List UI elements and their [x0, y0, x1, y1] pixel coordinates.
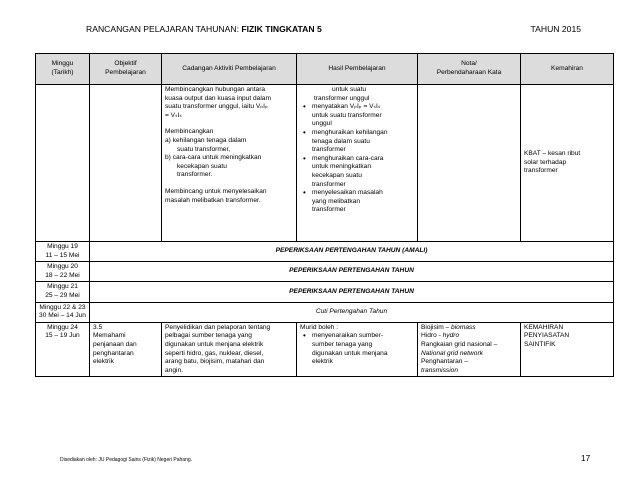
document-title: RANCANGAN PELAJARAN TAHUNAN: FIZIK TINGKATAN 5: [86, 24, 322, 34]
lesson-plan-table: [35, 53, 614, 377]
col-header-minggu: Minggu (Tarikh): [36, 54, 90, 85]
cell-nota: Biojisim – biomass Hidro - hydro Rangkaian grid nasional – National grid network Penghantaran – transmission: [418, 322, 521, 377]
cell-objektif: [90, 85, 162, 242]
col-header-hasil: Hasil Pembelajaran: [297, 54, 418, 85]
col-header-objektif: Objektif Pembelajaran: [90, 54, 162, 85]
table-row: [36, 262, 614, 282]
list-item: • menyenaraikan sumber- sumber tenaga yang digunakan untuk menjana elektrik: [312, 332, 414, 366]
cell-hasil: Murid boleh : • menyenaraikan sumber- sumber tenaga yang digunakan untuk menjana elektrik: [297, 322, 418, 377]
list-item: • menghuraikan cara-cara untuk meningkatkan kecekapan suatu transformer: [312, 155, 414, 189]
table-row: [36, 242, 614, 262]
list-item: • menyatakan VₚIₚ = VₛIₛ untuk suatu transformer unggul: [312, 103, 414, 129]
col-header-nota: Nota/ Perbendaharaan Kata: [418, 54, 521, 85]
col-header-cadangan: Cadangan Aktiviti Pembelajaran: [162, 54, 297, 85]
col-header-kemahiran: Kemahiran: [521, 54, 614, 85]
cell-objektif: 3.5 Memahami penjanaan dan penghantaran elektrik: [90, 322, 162, 377]
cell-cadangan: Penyelidikan dan pelaporan tentang pelbagai sumber tenaga yang digunakan untuk menjana elektrik seperti hidro, gas, nuklear, diesel, arang batu, biojisim, matahari dan angin.: [162, 322, 297, 377]
document-year: TAHUN 2015: [530, 24, 581, 34]
cell-minggu: Minggu 20 18 – 22 Mei: [36, 262, 90, 282]
table-row: [36, 85, 614, 242]
table-row: [36, 322, 614, 377]
exam-label: PEPERIKSAAN PERTENGAHAN TAHUN: [90, 282, 614, 302]
exam-label: PEPERIKSAAN PERTENGAHAN TAHUN: [90, 262, 614, 282]
cell-kemahiran: KBAT – kesan ribut solar terhadap transformer: [521, 85, 614, 242]
cell-hasil: untuk suatu transformer unggul • menyatakan VₚIₚ = VₛIₛ untuk suatu transformer unggul • menghuraikan kehilangan tenaga dalam suatu transformer • menghuraikan cara-cara untuk meningkatkan kecekapan suatu transformer • menyelesaikan masalah yang melibatkan transformer: [297, 85, 418, 242]
cell-cadangan: Membincangkan hubungan antara kuasa output dan kuasa input dalam suatu transformer unggul, iaitu VₚIₚ = VₛIₛ Membincangkan a) kehilangan tenaga dalam suatu transformer, b) cara-cara untuk meningkatkan kecekapan suatu transformer. Membincang untuk menyelesaikan masalah melibatkan transformer.: [162, 85, 297, 242]
cell-minggu: Minggu 24 15 – 19 Jun: [36, 322, 90, 377]
cell-minggu: Minggu 21 25 – 29 Mei: [36, 282, 90, 302]
cell-nota: [418, 85, 521, 242]
table-row: [36, 302, 614, 322]
list-item: • menghuraikan kehilangan tenaga dalam suatu transformer: [312, 129, 414, 155]
footer-note: Disediakan oleh: JU Pedagogi Sains (Fizik) Negeri Pahang.: [60, 457, 193, 463]
cell-kemahiran: KEMAHIRAN PENYIASATAN SAINTIFIK: [521, 322, 614, 377]
table-row: [36, 282, 614, 302]
exam-label: PEPERIKSAAN PERTENGAHAN TAHUN (AMALI): [90, 242, 614, 262]
cell-minggu: [36, 85, 90, 242]
page-number: 17: [581, 453, 591, 463]
holiday-label: Cuti Pertengahan Tahun: [90, 302, 614, 322]
cell-minggu: Minggu 22 & 23 30 Mei – 14 Jun: [36, 302, 90, 322]
table-header-row: [36, 54, 614, 85]
list-item: • menyelesaikan masalah yang melibatkan transformer: [312, 189, 414, 215]
cell-minggu: Minggu 19 11 – 15 Mei: [36, 242, 90, 262]
